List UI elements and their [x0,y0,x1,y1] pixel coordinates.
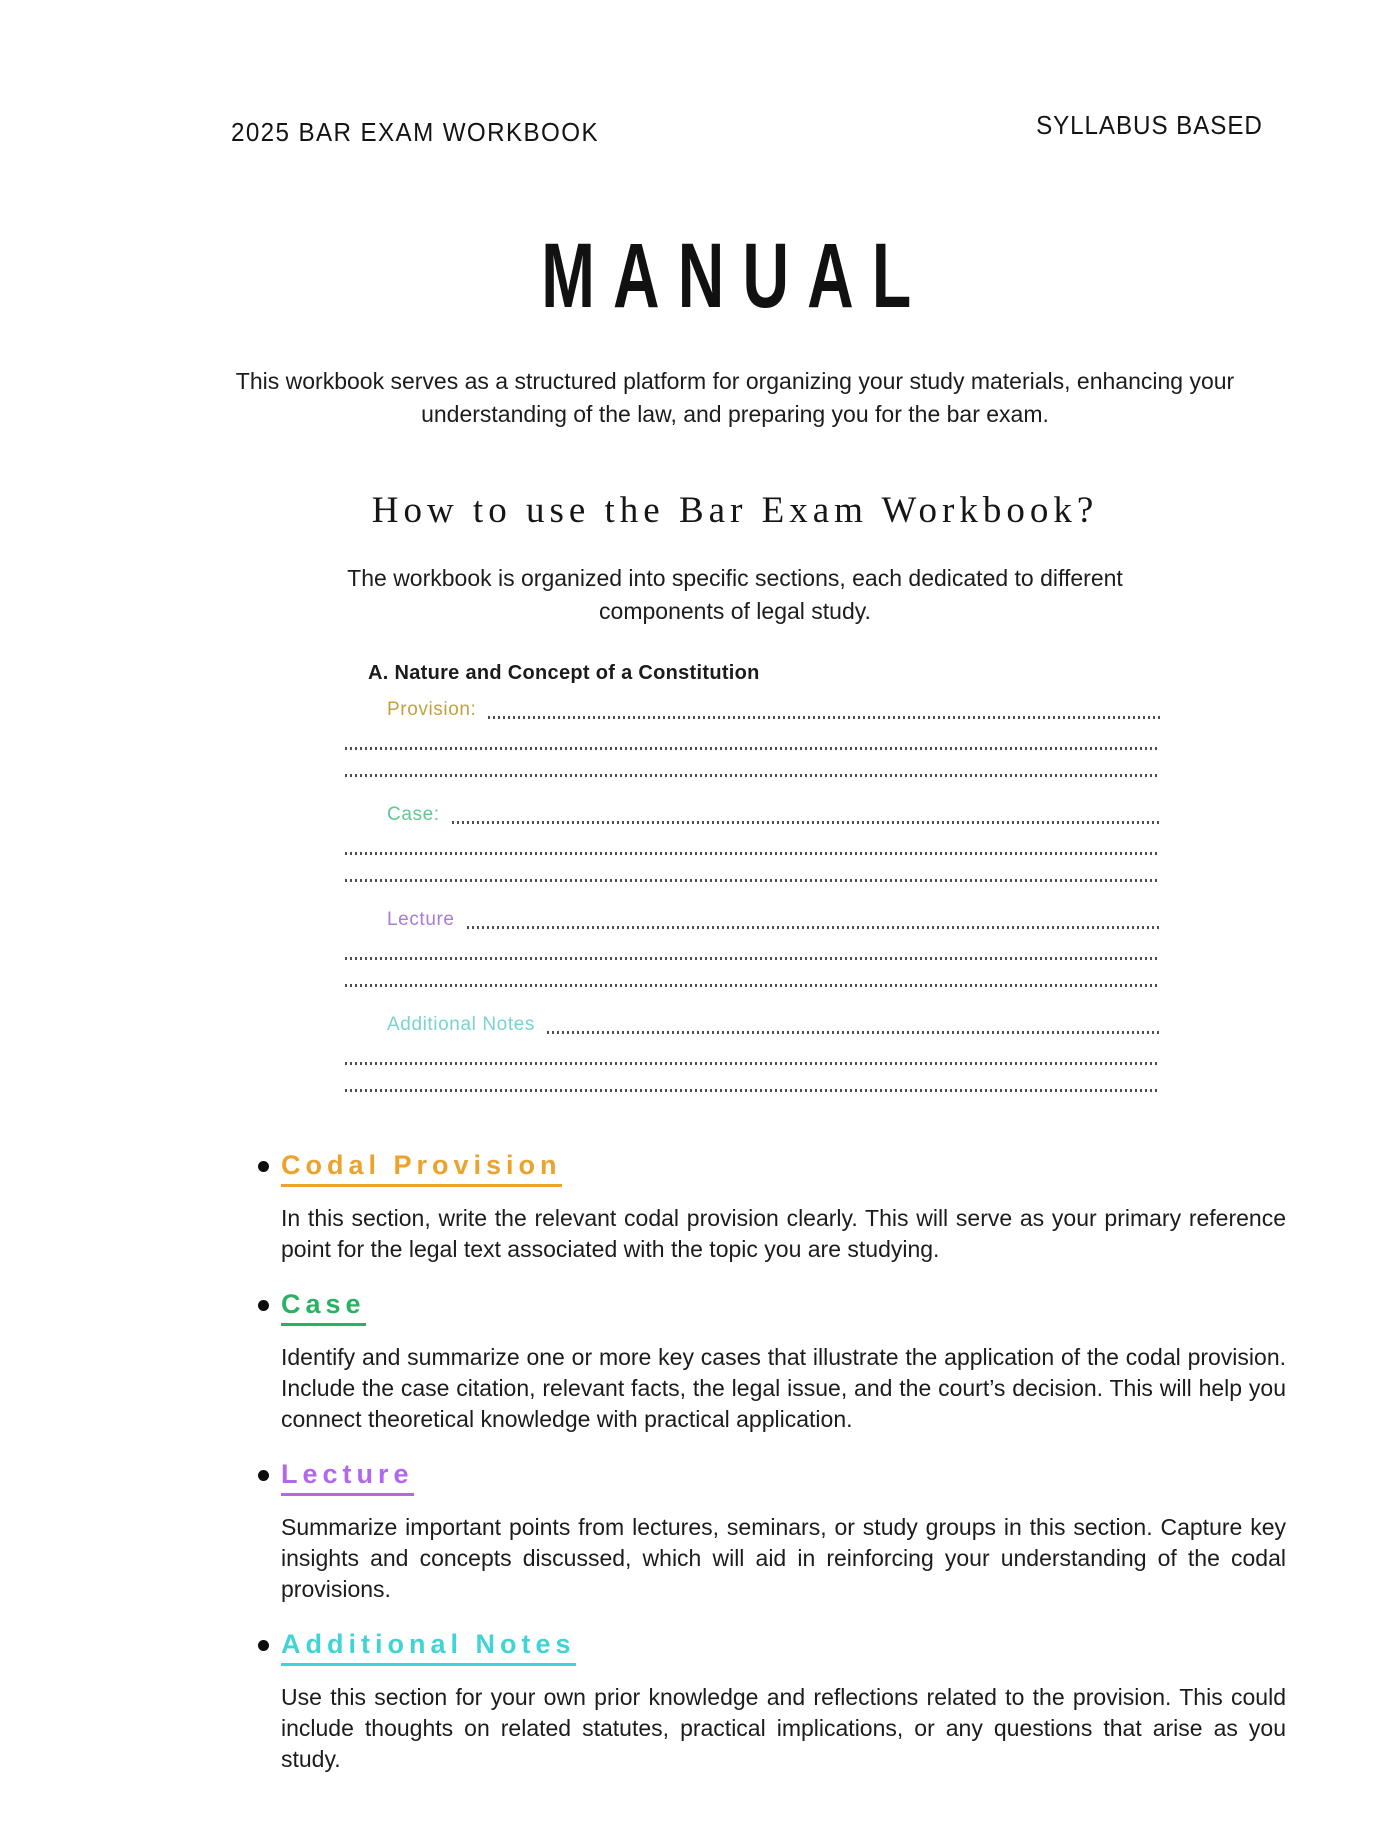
bullet-heading-lecture: Lecture [281,1459,414,1496]
worksheet-label-row [387,697,1160,723]
legend-list [258,1150,1286,1775]
how-to-description: The workbook is organized into specific sections, each dedicated to different components of legal study. [347,565,1123,624]
title-wrap [0,224,1400,329]
bullet-heading-case: Case [281,1289,366,1326]
dotted-leader-line [547,1031,1160,1034]
how-to-heading: How to use the Bar Exam Workbook? [371,490,1099,531]
dotted-line [345,957,1160,960]
dotted-line [345,984,1160,987]
bullet-dot-icon [258,1640,269,1651]
dotted-leader-line [467,926,1160,929]
bullet-description-lecture: Summarize important points from lectures, seminars, or study groups in this section. Capture key insights and concepts discussed, which will aid in reinforcing your understanding of the codal provisions. [281,1514,1286,1602]
worksheet-label-case: Case: [387,804,440,825]
bullet-dot-icon [258,1161,269,1172]
bullet-description-codal-provision: In this section, write the relevant codal provision clearly. This will serve as your primary reference point for the legal text associated with the topic you are studying. [281,1205,1286,1262]
intro-paragraph: This workbook serves as a structured platform for organizing your study materials, enhancing your understanding of the law, and preparing you for the bar exam. [235,368,1235,427]
header-left-text: 2025 BAR EXAM WORKBOOK [231,117,599,147]
bullet-dot-icon [258,1300,269,1311]
dotted-line [345,1089,1160,1092]
dotted-line [345,879,1160,882]
page-header [231,110,1263,147]
dotted-line [345,852,1160,855]
dotted-line [345,774,1160,777]
bullet-heading-additional-notes: Additional Notes [281,1629,576,1666]
bullet-dot-icon [258,1470,269,1481]
dotted-leader-line [452,821,1160,824]
header-right-text: SYLLABUS BASED [1036,110,1263,140]
dotted-line [345,747,1160,750]
worksheet-label-row [387,1012,1160,1038]
bullet-description-case: Identify and summarize one or more key cases that illustrate the application of the codal provision. Include the case citation, relevant facts, the legal issue, and the court’s decision. This will help you connect theoretical knowledge with practical application. [281,1344,1286,1432]
worksheet-label-provision: Provision: [387,699,477,720]
bullet-item-codal-provision [258,1150,1286,1265]
worksheet-label-row [387,802,1160,828]
bullet-item-lecture [258,1459,1286,1605]
worksheet-sample [345,662,1160,1092]
page-title: MANUAL [540,225,930,327]
bullet-item-case [258,1289,1286,1435]
dotted-leader-line [488,716,1160,719]
worksheet-section-provision [345,697,1160,777]
worksheet-label-row [387,907,1160,933]
worksheet-section-additional-notes [345,1012,1160,1092]
worksheet-heading: A. Nature and Concept of a Constitution [368,662,760,684]
bullet-heading-codal-provision: Codal Provision [281,1150,562,1187]
bullet-item-additional-notes [258,1629,1286,1775]
worksheet-section-case [345,802,1160,882]
dotted-line [345,1062,1160,1065]
bullet-description-additional-notes: Use this section for your own prior knowledge and reflections related to the provision. This could include thoughts on related statutes, practical implications, or any questions that arise as you study. [281,1684,1286,1772]
worksheet-section-lecture [345,907,1160,987]
worksheet-label-lecture: Lecture [387,909,455,930]
worksheet-label-additional-notes: Additional Notes [387,1014,535,1035]
